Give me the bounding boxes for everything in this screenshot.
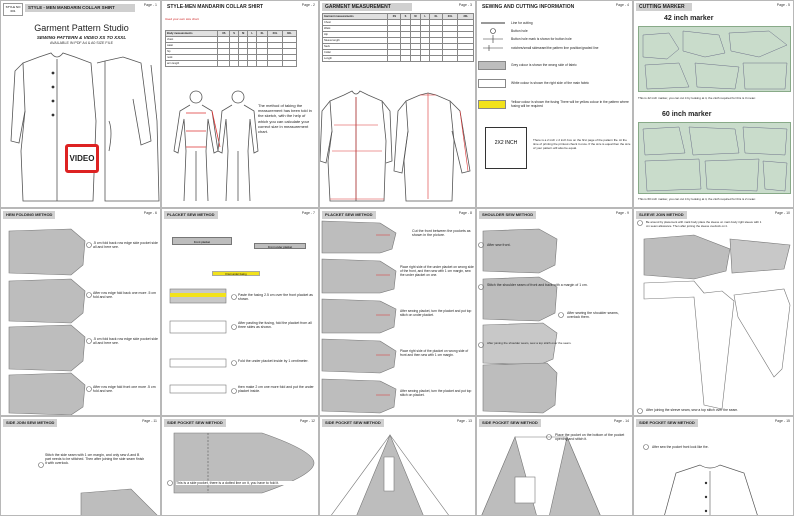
th-m: M (410, 14, 420, 20)
th-2xl: 2XL (268, 31, 282, 37)
page-10-sleeve-join (633, 208, 794, 416)
size-chart-note: Used your own size chart (165, 17, 199, 21)
page-number: Page - 13 (456, 419, 472, 423)
studio-name: Garment Pattern Studio (34, 23, 129, 33)
side-join-shape (1, 417, 161, 516)
page-11-side-join (0, 416, 161, 516)
garment-measurement-sketch (320, 1, 476, 208)
placket-sew-step-5: After sewing placket, turn the placket and put top stitch on placket. (400, 389, 472, 398)
cover-availability: AVAILABLE IN PDF A4 & A0 SIZE FILE (50, 41, 113, 45)
front-placket-label: Front placket (193, 240, 211, 244)
legend-cut-line: Line for cutting (511, 21, 533, 25)
legend-button-mark: Button hole mark is shown for button hole (511, 37, 572, 41)
th-3xl: 3XL (458, 14, 474, 20)
row-label: Hip (323, 32, 388, 38)
page-6-title: HEM FOLDING METHOD (3, 211, 55, 219)
hem-step-4: After row edge fold front one more .5 cm fold and see. (93, 385, 156, 394)
size-check-label: 2X2 INCH (494, 140, 518, 146)
row-label: waist (166, 43, 218, 49)
page-10-title: SLEEVE JOIN METHOD (636, 211, 687, 219)
page-11-title: SIDE JOIN SEW METHOD (3, 419, 57, 427)
row-label: chest (166, 37, 218, 43)
page-8-title: PLACKET SEW METHOD (322, 211, 376, 219)
row-label: Neck (323, 44, 388, 50)
page-2-title: STYLE-MEN MANDARIN COLLAR SHIRT (164, 3, 266, 11)
placket-sew-step-2: Place right side of the under placket on wrong side of the front, and then sew with 1 cm margin, sew the under placket on one. (400, 265, 474, 278)
row-label: Collar (323, 50, 388, 56)
side-join-text: Stitch the side seam with 1 cm margin, and only sew A and B part needs to be stitched. Then after joining the side seam finish it with overlock. (45, 453, 145, 466)
side-pocket-4-shape (634, 417, 794, 516)
page-number: Page - 2 (301, 3, 315, 7)
marker-42-label: 42 inch marker (664, 15, 714, 22)
page-number: Page - 10 (774, 211, 790, 215)
page-number: Page - 7 (301, 211, 315, 215)
legend-yellow: Yellow colour is shown the fusing There will be yellow colour in the pattern where fusing will be required (511, 100, 629, 109)
page-3-title: GARMENT MEASUREMENT (322, 3, 412, 11)
style-no-label: STYLE NO (5, 5, 21, 9)
row-label: arm length (166, 61, 218, 67)
legend-grey: Grey colour is shown the wrong side of fabric (511, 63, 577, 67)
page-5-title: CUTTING MARKER (636, 3, 692, 11)
video-button[interactable]: VIDEO (65, 144, 99, 173)
swatch-fusing (478, 100, 506, 109)
cover-subtitle: SEWING PATTERN & VIDEO XS TO XXXL (36, 35, 127, 40)
side-pocket-shape (162, 417, 319, 516)
th-m: M (238, 31, 247, 37)
side-pocket-3-text: Place the pocket on the bottom of the pocket opening and stitch it. (555, 433, 625, 442)
th-xs: XS (388, 14, 401, 20)
sleeve-join-shapes (634, 209, 794, 416)
size-check-box (485, 127, 527, 169)
row-label: hip (166, 49, 218, 55)
th-xl: XL (430, 14, 443, 20)
shoulder-step-1: After sew front. (487, 243, 511, 247)
marker-42-note: This is 42 inch marker, you can cut it by looking at it, the cloth required for this is 3 meter. (638, 96, 756, 100)
page-1-cover (0, 0, 161, 208)
page-8-placket-sew (319, 208, 476, 416)
row-label: Chest (323, 20, 388, 26)
page-number: Page - 1 (143, 3, 157, 7)
th-xl: XL (256, 31, 268, 37)
page-number: Page - 12 (299, 419, 315, 423)
page-4-title: SEWING AND CUTTING INFORMATION (479, 3, 577, 11)
th-label: Garment measurements (323, 14, 388, 20)
legend-white: White colour is shown the right side of the main fabric (511, 81, 590, 85)
page-13-title: SIDE POCKET SEW METHOD (322, 419, 384, 427)
legend-notches: notches/small sideseam/the pattern line position/graded line (511, 46, 599, 50)
marker-60-label: 60 inch marker (662, 111, 712, 118)
legend-button-hole: Button hole (511, 29, 528, 33)
shoulder-step-4: After joining the shoulder seam, sew a top stitch over the seam. (487, 341, 572, 345)
hem-step-2: After row edge fold back one more .5 cm fold and see. (93, 291, 157, 300)
marker-42-layout (638, 26, 791, 92)
th-2xl: 2XL (442, 14, 458, 20)
page-number: Page - 9 (615, 211, 629, 215)
page-4-sewing-cutting-info (476, 0, 633, 208)
page-9-shoulder (476, 208, 633, 416)
page-number: Page - 6 (143, 211, 157, 215)
page-7-title: PLACKET SEW METHOD (164, 211, 218, 219)
page-number: Page - 14 (613, 419, 629, 423)
th-3xl: 3XL (282, 31, 296, 37)
hem-step-1: .5 cm fold back row edge side pocket side all and here see. (93, 241, 158, 250)
size-check-note: There is a 2 inch x 2 inch box on the first page of the pattern file. At the time of printing the printout check it once. If the size is equal then the size of your pattern will also be equal. (533, 138, 631, 150)
side-pocket-2-shape (320, 417, 476, 516)
swatch-wrong-side (478, 61, 506, 70)
side-pocket-text: This is a side pocket, there is a dotted line on it, you have to fold it. (176, 481, 316, 485)
th-label: Body measurements (166, 31, 218, 37)
sleeve-step-2: After joining the sleeve seam, sew a top stitch over the seam. (646, 408, 739, 412)
row-label: neck (166, 55, 218, 61)
shoulder-step-3: After sewing the shoulder seams, overlock them. (567, 311, 619, 320)
page-number: Page - 4 (615, 3, 629, 7)
measurement-method-text: The method of taking the measurement has been told in the sketch, with the help of which you can calculate your correct size in measurement chart. (258, 103, 312, 135)
page-3-garment-measurement (319, 0, 476, 208)
placket-step-1: Paste the fusing 2.5 cm over the front placket as shown. (238, 293, 313, 302)
th-l: L (421, 14, 430, 20)
side-pocket-4-text: After sew the pocket front look like the. (652, 445, 709, 449)
page-number: Page - 15 (774, 419, 790, 423)
page-5-cutting-marker (633, 0, 794, 208)
placket-step-2: After pasting the fusing, fold the placket from all three sides as shown. (238, 321, 312, 330)
shoulder-step-2: Stitch the shoulder seam of front and back with a margin of 1 cm. (487, 283, 588, 287)
placket-step-3: Fold the under placket inside by 1 centimeter. (238, 359, 309, 363)
style-code: 001 (10, 9, 16, 13)
page-14-title: SIDE POCKET SEW METHOD (479, 419, 541, 427)
swatch-right-side (478, 79, 506, 88)
th-s: S (230, 31, 239, 37)
row-label: Waist (323, 26, 388, 32)
page-number: Page - 11 (142, 419, 157, 423)
marker-60-note: This is 60 inch marker, you can cut it by looking at it, the cloth required for this is 2 meter. (638, 197, 756, 201)
front-under-placket-label: Front under placket (267, 245, 293, 249)
sleeve-step-1: Be around by placement with mark body place the sleeve on main body right sleeve with 1 cm seam allowance. Then after joining the sleeve overlock on it. (646, 220, 762, 228)
shirt-front-sketch (1, 1, 161, 208)
marker-60-layout (638, 122, 791, 194)
placket-sew-step-1: Cut the front between the pockets as shown in the picture. (412, 229, 471, 238)
page-12-title: SIDE POCKET SEW METHOD (164, 419, 226, 427)
th-xs: XS (218, 31, 230, 37)
placket-sew-step-4: Place right side of the placket on wrong side of front and then sew with 1 cm margin. (400, 349, 469, 358)
page-15-side-pocket (633, 416, 794, 516)
th-s: S (401, 14, 410, 20)
th-l: L (248, 31, 256, 37)
page-15-title: SIDE POCKET SEW METHOD (636, 419, 698, 427)
side-pocket-3-shape (477, 417, 633, 516)
page-number: Page - 3 (458, 3, 472, 7)
row-label: Length (323, 56, 388, 62)
page-6-hem-folding (0, 208, 161, 416)
placket-sew-step-3: After sewing placket, turn the placket and put top stitch on under placket. (400, 309, 472, 318)
under-fusing-label: Front under fusing (225, 273, 247, 276)
page-14-side-pocket (476, 416, 633, 516)
row-label: Sleeve length (323, 38, 388, 44)
page-number: Page - 8 (458, 211, 472, 215)
page-9-title: SHOULDER SEW METHOD (479, 211, 536, 219)
page-2-body-measurement (161, 0, 319, 208)
page-13-side-pocket (319, 416, 476, 516)
placket-step-4: then make 2 cm one more fold and put the under placket inside. (238, 385, 314, 394)
hem-step-3: .5 cm fold back row edge side pocket side all and here see. (93, 337, 158, 346)
page-7-placket (161, 208, 319, 416)
cover-title: STYLE - MEN MANDARIN COLLAR SHIRT (25, 4, 135, 12)
page-12-side-pocket (161, 416, 319, 516)
page-number: Page - 5 (776, 3, 790, 7)
